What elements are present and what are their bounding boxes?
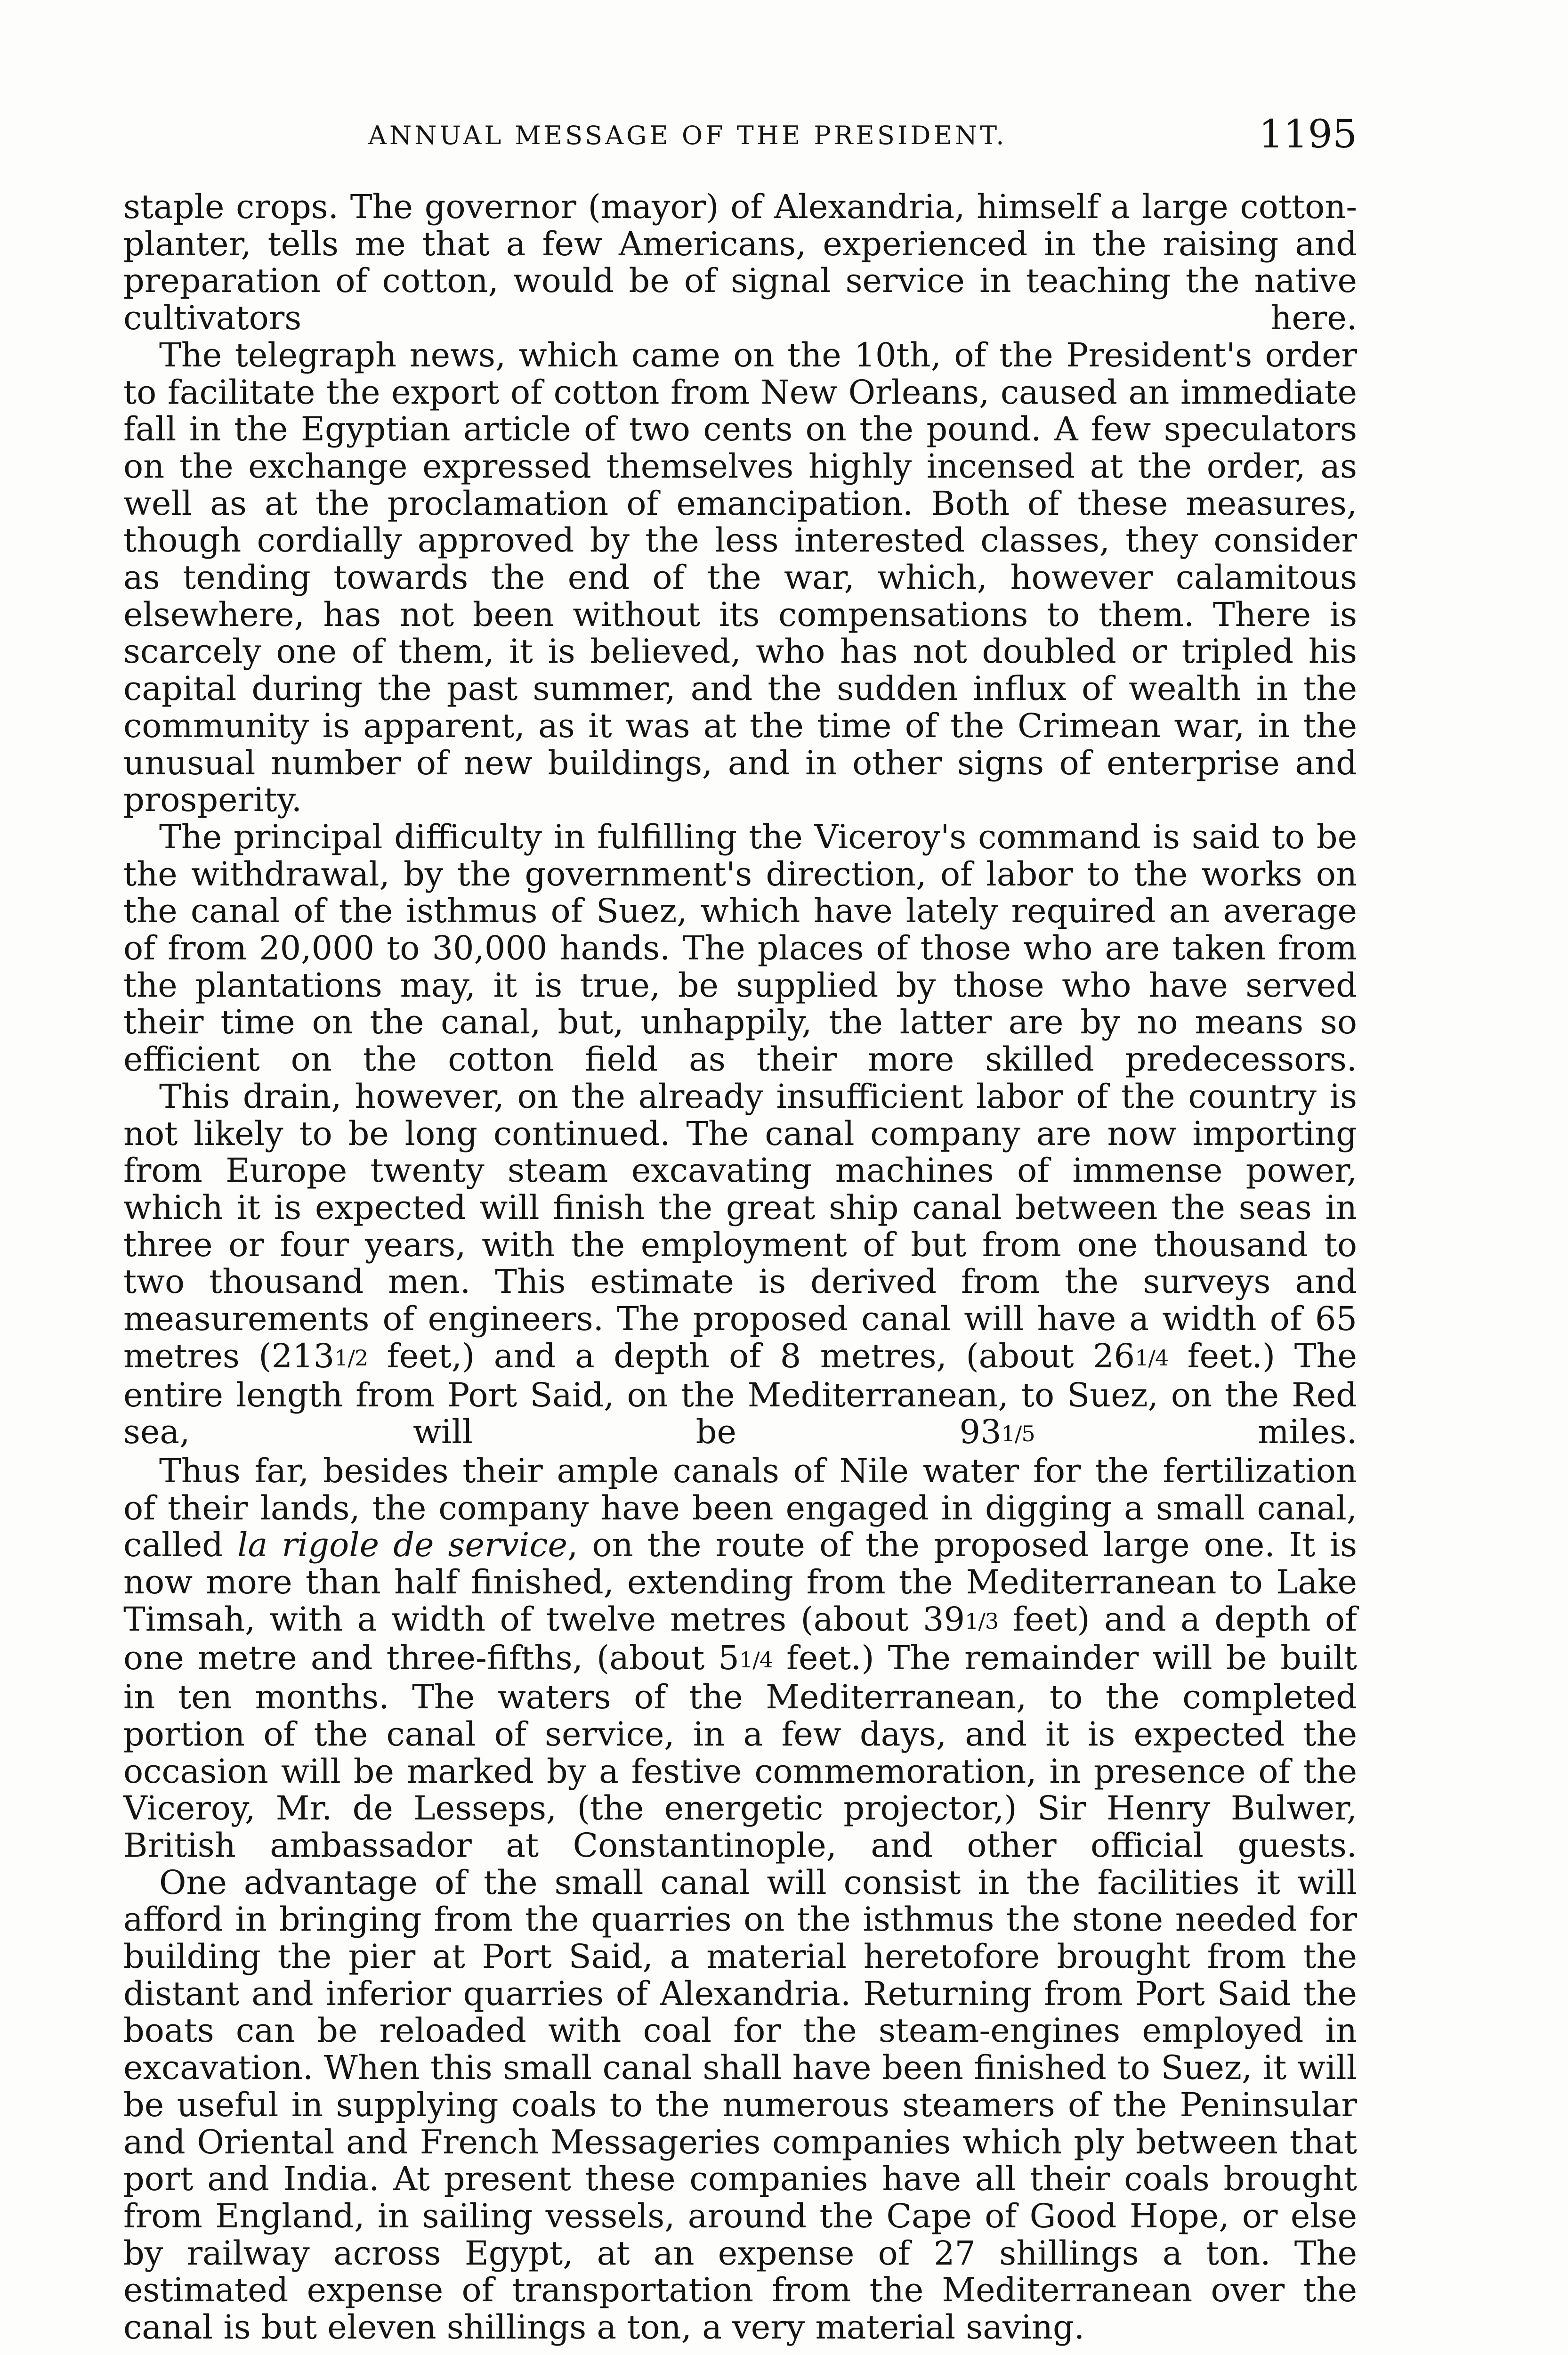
paragraph-5-part-c: feet) and a depth of one metre and three-fifths, (about 5 (123, 1600, 1357, 1678)
paragraph-5-part-d: feet.) The remainder will be built in ten months. The waters of the Mediterranean, to the completed portion of the canal of service, in a few days, and it is expected the occasion will be marked by a festive commemoration, in presence of the Viceroy, Mr. de Lesseps, (the energetic projector,) Sir Henry Bulwer, British ambassador at Constantinople, and other official guests. (123, 1639, 1358, 1865)
paragraph-4 (123, 1078, 1357, 1453)
paragraph-6: One advantage of the small canal will consist in the facilities it will afford in bringing from the quarries on the isthmus the stone needed for building the pier at Port Said, a material heretofore brought from the distant and inferior quarries of Alexandria. Returning from Port Said the boats can be reloaded with coal for the steam-engines employed in excavation. When this small canal shall have been finished to Suez, it will be useful in supplying coals to the numerous steamers of the Peninsular and Oriental and French Messageries companies which ply between that port and India. At present these companies have all their coals brought from England, in sailing vessels, around the Cape of Good Hope, or else by railway across Egypt, at an expense of 27 shillings a ton. The estimated expense of transportation from the Mediterranean over the canal is but eleven shillings a ton, a very material saving. (123, 1863, 1357, 2347)
body-text (123, 188, 1357, 2346)
italic-term: la rigole de service (237, 1526, 567, 1565)
fraction-third: 1/3 (965, 1608, 999, 1634)
running-title: ANNUAL MESSAGE OF THE PRESIDENT. (368, 121, 1007, 150)
fraction-fifth: 1/5 (1001, 1421, 1035, 1447)
paragraph-2: The telegraph news, which came on the 10th, of the President's order to facilitate the export of cotton from New Orleans, caused an immediate fall in the Egyptian article of two cents on the pound. A few speculators on the exchange expressed themselves highly incensed at the order, as well as at the proclamation of emancipation. Both of these measures, though cordially approved by the less interested classes, they consider as tending towards the end of the war, which, however calamitous elsewhere, has not been without its compensations to them. There is scarcely one of them, it is believed, who has not doubled or tripled his capital during the past summer, and the sudden influx of wealth in the community is apparent, as it was at the time of the Crimean war, in the unusual number of new buildings, and in other signs of enterprise and prosperity. (123, 335, 1357, 820)
fraction-half: 1/2 (334, 1345, 368, 1371)
paragraph-4-part-d: miles. (1035, 1413, 1357, 1452)
paragraph-4-part-a: This drain, however, on the already insufficient labor of the country is not likely to be long continued. The canal company are now importing from Europe twenty steam excavating machines of immense power, which it is expected will finish the great ship canal between the seas in three or four years, with the employment of but from one thousand to two thousand men. This estimate is derived from the surveys and measurements of engineers. The proposed canal will have a width of 65 metres (213 (123, 1077, 1357, 1375)
fraction-quarter-2: 1/4 (739, 1647, 773, 1673)
paragraph-1: staple crops. The governor (mayor) of Alexandria, himself a large cotton-planter, tells me that a few Americans, experienced in the raising and preparation of cotton, would be of signal service in teaching the native cultivators here. (123, 187, 1357, 338)
page-number: 1195 (1259, 112, 1357, 157)
paragraph-4-part-b: feet,) and a depth of 8 metres, (about 26 (368, 1336, 1135, 1375)
paragraph-4-part-c: feet.) The entire length from Port Said, on the Mediterranean, to Suez, on the Red sea, will be 93 (123, 1336, 1357, 1452)
running-header (123, 112, 1357, 164)
paragraph-5-part-b: , on the route of the proposed large one. It is now more than half finished, extending from the Mediterranean to Lake Timsah, with a width of twelve metres (about 39 (123, 1526, 1357, 1639)
paragraph-5 (123, 1453, 1357, 1864)
paragraph-3: The principal difficulty in fulfilling the Viceroy's command is said to be the withdrawal, by the government's direction, of labor to the works on the canal of the isthmus of Suez, which have lately required an average of from 20,000 to 30,000 hands. The places of those who are taken from the plantations may, it is true, be supplied by those who have served their time on the canal, but, unhappily, the latter are by no means so efficient on the cotton field as their more skilled predecessors. (123, 817, 1357, 1079)
fraction-quarter: 1/4 (1135, 1345, 1169, 1371)
paragraph-5-part-a: Thus far, besides their ample canals of Nile water for the fertilization of their lands, the company have been engaged in digging a small canal, called (123, 1451, 1357, 1565)
